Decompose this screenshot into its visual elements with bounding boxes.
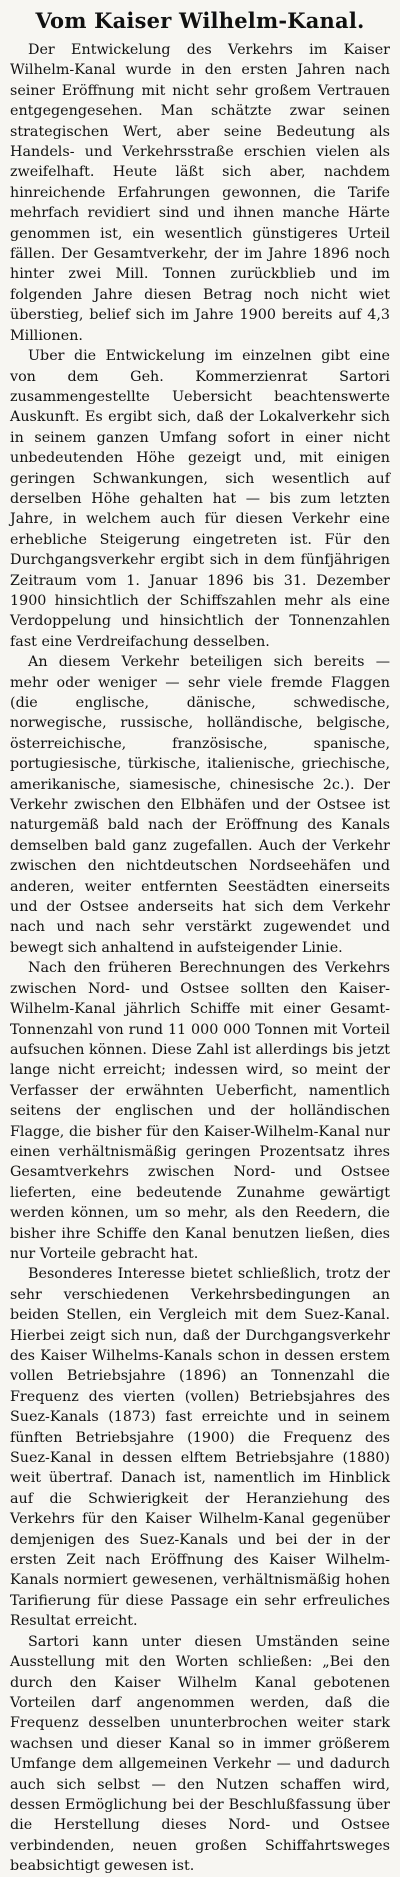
article-paragraph: Uber die Entwickelung im einzelnen gibt eine von dem Geh. Kommerzienrat Sartori zusammengestellte Uebersicht beachtenswerte Auskunft. Es ergibt sich, daß der Lokalverkehr sich in seinem ganzen Umfang sofort in einer nicht unbedeutenden Höhe gezeigt und, mit einigen geringen Schwankungen, sich wesentlich auf derselben Höhe gehalten hat — bis zum letzten Jahre, in welchem auch für diesen Verkehr eine erhebliche Steigerung eingetreten ist. Für den Durchgangsverkehr ergibt sich in dem fünfjährigen Zeitraum vom 1. Januar 1896 bis 31. Dezember 1900 hinsichtlich der Schiffszahlen mehr als eine Verdoppelung und hinsichtlich der Tonnenzahlen fast eine Verdreifachung desselben. bbox=[10, 348, 390, 650]
article-paragraph: Nach den früheren Berechnungen des Verkehrs zwischen Nord- und Ostsee sollten den Kaiser-Wilhelm-Kanal jährlich Schiffe mit einer Gesamt-Tonnenzahl von rund 11 000 000 Tonnen mit Vorteil aufsuchen können. Diese Zahl ist allerdings bis jetzt lange nicht erreicht; indessen wird, so meint der Verfasser der erwähnten Ueberficht, namentlich seitens der englischen und der holländischen Flagge, die bisher für den Kaiser-Wilhelm-Kanal nur einen verhältnismäßig geringen Prozentsatz ihres Gesamtverkehrs zwischen Nord- und Ostsee lieferten, eine bedeutende Zunahme gewärtigt werden können, um so mehr, als den Reedern, die bisher ihre Schiffe den Kanal benutzen ließen, dies nur Vorteile gebracht hat. bbox=[10, 960, 390, 1262]
article-paragraph: Der Entwickelung des Verkehrs im Kaiser Wilhelm-Kanal wurde in den ersten Jahren nach seiner Eröffnung mit nicht sehr großem Vertrauen entgegengesehen. Man schätzte zwar seinen strategischen Wert, aber seine Bedeutung als Handels- und Verkehrsstraße erschien vielen als zweifelhaft. Heute läßt sich aber, nachdem hinreichende Erfahrungen gewonnen, die Tarife mehrfach revidiert sind und ihnen manche Härte genommen ist, ein wesentlich günstigeres Urteil fällen. Der Gesamtverkehr, der im Jahre 1896 noch hinter zwei Mill. Tonnen zurückblieb und im folgenden Jahre diesen Betrag noch nicht wiet überstieg, belief sich im Jahre 1900 bereits auf 4,3 Millionen. bbox=[10, 42, 390, 344]
article-title: Vom Kaiser Wilhelm-Kanal. bbox=[35, 8, 365, 33]
article-paragraph: An diesem Verkehr beteiligen sich bereits — mehr oder weniger — sehr viele fremde Flaggen (die englische, dänische, schwedische, norwegische, russische, holländische, belgische, österreichische, französische, spanische, portugiesische, türkische, italienische, griechische, amerikanische, siamesische, chinesische 2c.). Der Verkehr zwischen den Elbhäfen und der Ostsee ist naturgemäß bald nach der Eröffnung des Kanals demselben bald ganz zugefallen. Auch der Verkehr zwischen den nichtdeutschen Nordseehäfen und anderen, weiter entfernten Seestädten einerseits und der Ostsee anderseits hat sich dem Verkehr nach und nach sehr verstärkt zugewendet und bewegt sich anhaltend in aufsteigender Linie. bbox=[10, 654, 390, 956]
article-paragraph: Sartori kann unter diesen Umständen seine Ausstellung mit den Worten schließen: „Bei den durch den Kaiser Wilhelm Kanal gebotenen Vorteilen darf angenommen werden, daß die Frequenz desselben ununterbrochen weiter stark wachsen und dieser Kanal so in immer größerem Umfange dem allgemeinen Verkehr — und dadurch auch sich selbst — den Nutzen schaffen wird, dessen Ermöglichung bei der Beschlußfassung über die Herstellung dieses Nord- und Ostsee verbindenden, neuen großen Schiffahrtsweges beabsichtigt gewesen ist. bbox=[10, 1633, 390, 1875]
article-paragraph: Besonderes Interesse bietet schließlich, trotz der sehr verschiedenen Verkehrsbedingungen an beiden Stellen, ein Vergleich mit dem Suez-Kanal. Hierbei zeigt sich nun, daß der Durchgangsverkehr des Kaiser Wilhelms-Kanals schon in dessen erstem vollen Betriebsjahre (1896) an Tonnenzahl die Frequenz des vierten (vollen) Betriebsjahres des Suez-Kanals (1873) fast erreichte und in seinem fünften Betriebsjahre (1900) die Frequenz des Suez-Kanal in dessen elftem Betriebsjahre (1880) weit übertraf. Danach ist, namentlich im Hinblick auf die Schwierigkeit der Heranziehung des Verkehrs für den Kaiser Wilhelm-Kanal gegenüber demjenigen des Suez-Kanals und bei der in der ersten Zeit nach Eröffnung des Kaiser Wilhelm-Kanals normiert gewesenen, verhältnismäßig hohen Tarifierung für diese Passage ein sehr erfreuliches Resultat erreicht. bbox=[10, 1266, 390, 1630]
